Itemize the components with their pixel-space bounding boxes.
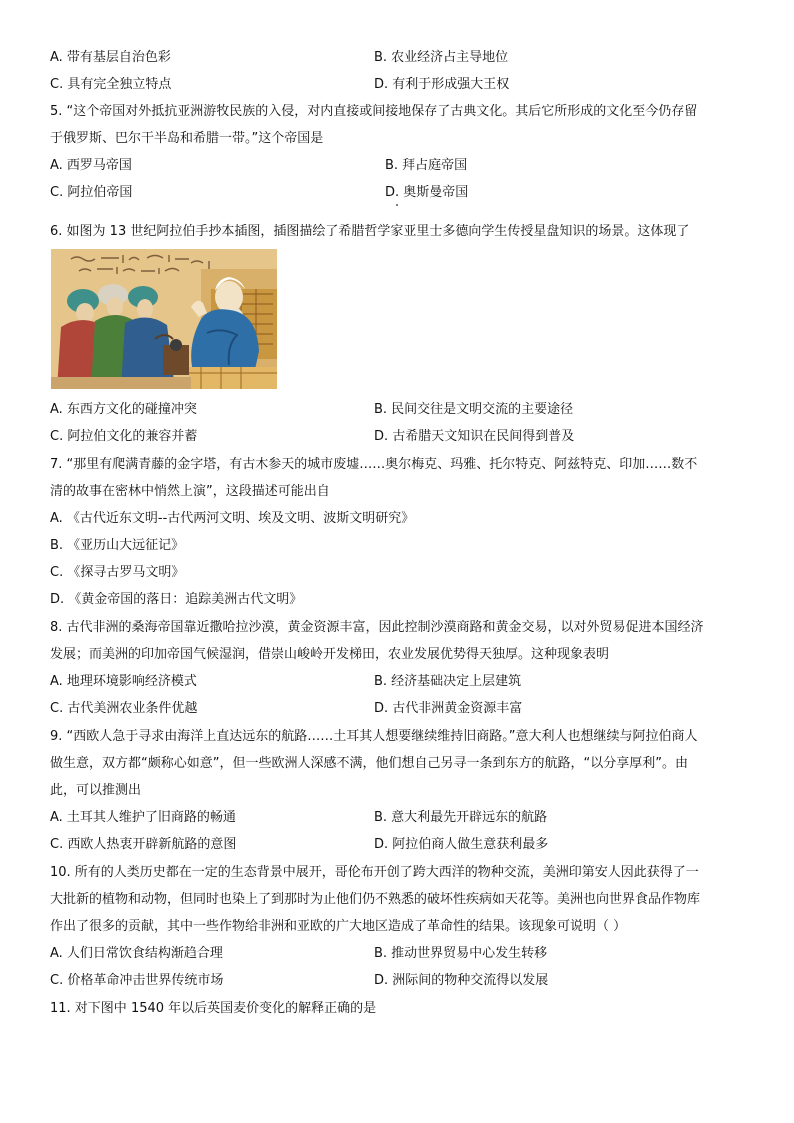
q8-stem-line2: 发展；而美洲的印加帝国气候湿润，借崇山峻岭开发梯田，农业发展优势得天独厚。这种现象表明 [50,647,610,662]
q7-option-c: C. 《探寻古罗马文明》 [50,565,185,580]
q7-stem-line2: 清的故事在密林中悄然上演”，这段描述可能出自 [50,484,330,499]
q9-option-b: B. 意大利最先开辟远东的航路 [374,810,548,825]
q4-option-d: D. 有利于形成强大王权 [374,77,510,92]
q5-stem-line1: 5. “这个帝国对外抵抗亚洲游牧民族的入侵，对内直接或间接地保存了古典文化。其后它所形成的文化至今仍存留 [50,104,698,119]
q9-option-d: D. 阿拉伯商人做生意获利最多 [374,837,549,852]
q6-option-a: A. 东西方文化的碰撞冲突 [50,402,197,417]
q7-option-a: A. 《古代近东文明--古代两河文明、埃及文明、波斯文明研究》 [50,511,415,526]
q10-stem-line2: 大批新的植物和动物，但同时也染上了到那时为止他们仍不熟悉的破坏性疾病如天花等。美洲也向世界食品作物库 [50,892,701,907]
q10-option-c: C. 价格革命冲击世界传统市场 [50,973,224,988]
q4-option-b: B. 农业经济占主导地位 [374,50,509,65]
q7-option-d: D. 《黄金帝国的落日：追踪美洲古代文明》 [50,592,303,607]
q10-option-a: A. 人们日常饮食结构渐趋合理 [50,946,223,961]
q9-option-c: C. 西欧人热衷开辟新航路的意图 [50,837,237,852]
q5-stem-line2: 于俄罗斯、巴尔干半岛和希腊一带。”这个帝国是 [50,131,324,146]
q8-option-d: D. 古代非洲黄金资源丰富 [374,701,523,716]
q4-option-a: A. 带有基层自治色彩 [50,50,171,65]
q9-stem-line3: 此，可以推测出 [50,783,142,798]
q10-option-d: D. 洲际间的物种交流得以发展 [374,973,549,988]
manuscript-illustration-image [51,249,277,389]
q9-stem-line1: 9. “西欧人急于寻求由海洋上直达远东的航路……土耳其人想要继续维持旧商路。”意大利人也想继续与阿拉伯商人 [50,729,698,744]
q6-option-d: D. 古希腊天文知识在民间得到普及 [374,429,575,444]
stray-dot [396,204,398,206]
q5-option-d: D. 奥斯曼帝国 [385,185,469,200]
q11-stem: 11. 对下图中 1540 年以后英国麦价变化的解释正确的是 [50,1001,377,1016]
q8-option-b: B. 经济基础决定上层建筑 [374,674,522,689]
q8-option-a: A. 地理环境影响经济模式 [50,674,197,689]
q4-option-c: C. 具有完全独立特点 [50,77,172,92]
q8-option-c: C. 古代美洲农业条件优越 [50,701,198,716]
q6-option-b: B. 民间交往是文明交流的主要途径 [374,402,574,417]
q6-stem: 6. 如图为 13 世纪阿拉伯手抄本插图，插图描绘了希腊哲学家亚里士多德向学生传授星盘知识的场景。这体现了 [50,224,690,239]
q6-option-c: C. 阿拉伯文化的兼容并蓄 [50,429,198,444]
q5-option-a: A. 西罗马帝国 [50,158,132,173]
q7-option-b: B. 《亚历山大远征记》 [50,538,185,553]
q7-stem-line1: 7. “那里有爬满青藤的金字塔，有古木参天的城市废墟……奥尔梅克、玛雅、托尔特克、阿兹特克、印加……数不 [50,457,698,472]
q10-stem-line3: 作出了很多的贡献，其中一些作物给非洲和亚欧的广大地区造成了革命性的结果。该现象可说明（ ） [50,919,627,934]
q9-option-a: A. 土耳其人维护了旧商路的畅通 [50,810,236,825]
q10-option-b: B. 推动世界贸易中心发生转移 [374,946,548,961]
q9-stem-line2: 做生意，双方都“颇称心如意”，但一些欧洲人深感不满，他们想自己另寻一条到东方的航路，“以分享厚利”。由 [50,756,688,771]
q8-stem-line1: 8. 古代非洲的桑海帝国靠近撒哈拉沙漠，黄金资源丰富，因此控制沙漠商路和黄金交易，以对外贸易促进本国经济 [50,620,704,635]
q5-option-b: B. 拜占庭帝国 [385,158,468,173]
q5-option-c: C. 阿拉伯帝国 [50,185,133,200]
q10-stem-line1: 10. 所有的人类历史都在一定的生态背景中展开，哥伦布开创了跨大西洋的物种交流，美洲印第安人因此获得了一 [50,865,699,880]
